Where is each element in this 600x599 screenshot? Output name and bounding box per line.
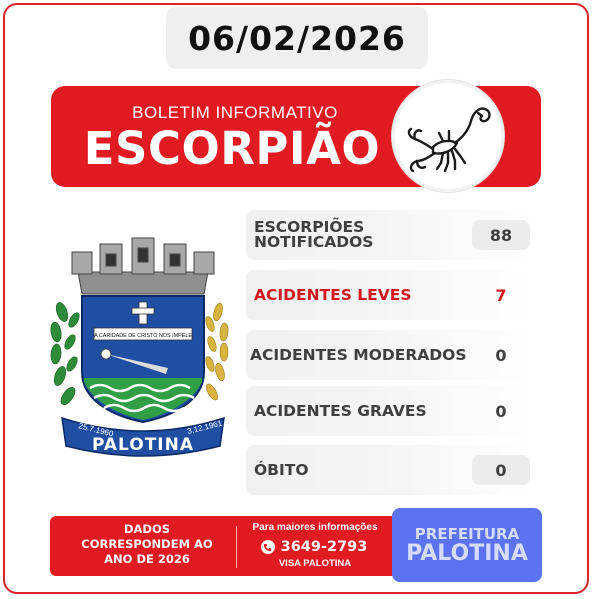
stat-row-acidentes-graves (246, 386, 534, 436)
bulletin-date: 06/02/2026 (166, 7, 428, 69)
phone-number: 3649-2793 (280, 539, 368, 555)
crest-city-name: PALOTINA (91, 435, 195, 455)
stat-row-acidentes-moderados (246, 330, 534, 380)
crest-date-left: 25.7.1960 (77, 421, 115, 439)
stat-label: ÓBITO (254, 460, 309, 479)
department-name: VISA PALOTINA (278, 558, 352, 569)
stat-row-obito (246, 445, 534, 495)
palotina-coat-of-arms (48, 232, 238, 487)
stat-value: 7 (495, 285, 507, 305)
phone-icon (261, 540, 275, 554)
scorpion-badge (392, 80, 504, 192)
scorpion-icon (403, 91, 495, 183)
stat-label: ACIDENTES MODERADOS (250, 345, 467, 364)
prefeitura-city: PALOTINA (406, 541, 528, 566)
mural-crown (72, 238, 214, 294)
more-info-label: Para maiores informações (252, 522, 378, 533)
stat-label: ACIDENTES GRAVES (254, 401, 427, 420)
stat-row-acidentes-leves (246, 270, 534, 320)
laurel-branch-left (49, 301, 81, 407)
stat-value: 0 (495, 401, 507, 421)
stat-value: 0 (495, 345, 507, 365)
banner-title: ESCORPIÃO (83, 122, 381, 175)
stat-row-escorpioes-notificados (246, 210, 534, 260)
wheat-branch-right (204, 302, 229, 402)
data-year-note: DADOS CORRESPONDEM AO ANO DE 2026 (81, 522, 213, 566)
stat-label: ACIDENTES LEVES (254, 285, 412, 304)
crest-date-right: 3.12.1961 (186, 418, 224, 436)
stat-label: ESCORPIÕES NOTIFICADOS (254, 218, 374, 251)
stat-value: 0 (495, 460, 507, 480)
city-coat-of-arms (48, 232, 238, 482)
phone-contact (252, 538, 376, 556)
stat-value: 88 (489, 225, 513, 245)
prefeitura-label: PREFEITURA (414, 525, 520, 543)
crest-motto: A CARIDADE DE CRISTO NOS IMPELE (94, 333, 192, 339)
footer-divider (236, 526, 237, 568)
banner-subtitle: BOLETIM INFORMATIVO (132, 103, 338, 122)
